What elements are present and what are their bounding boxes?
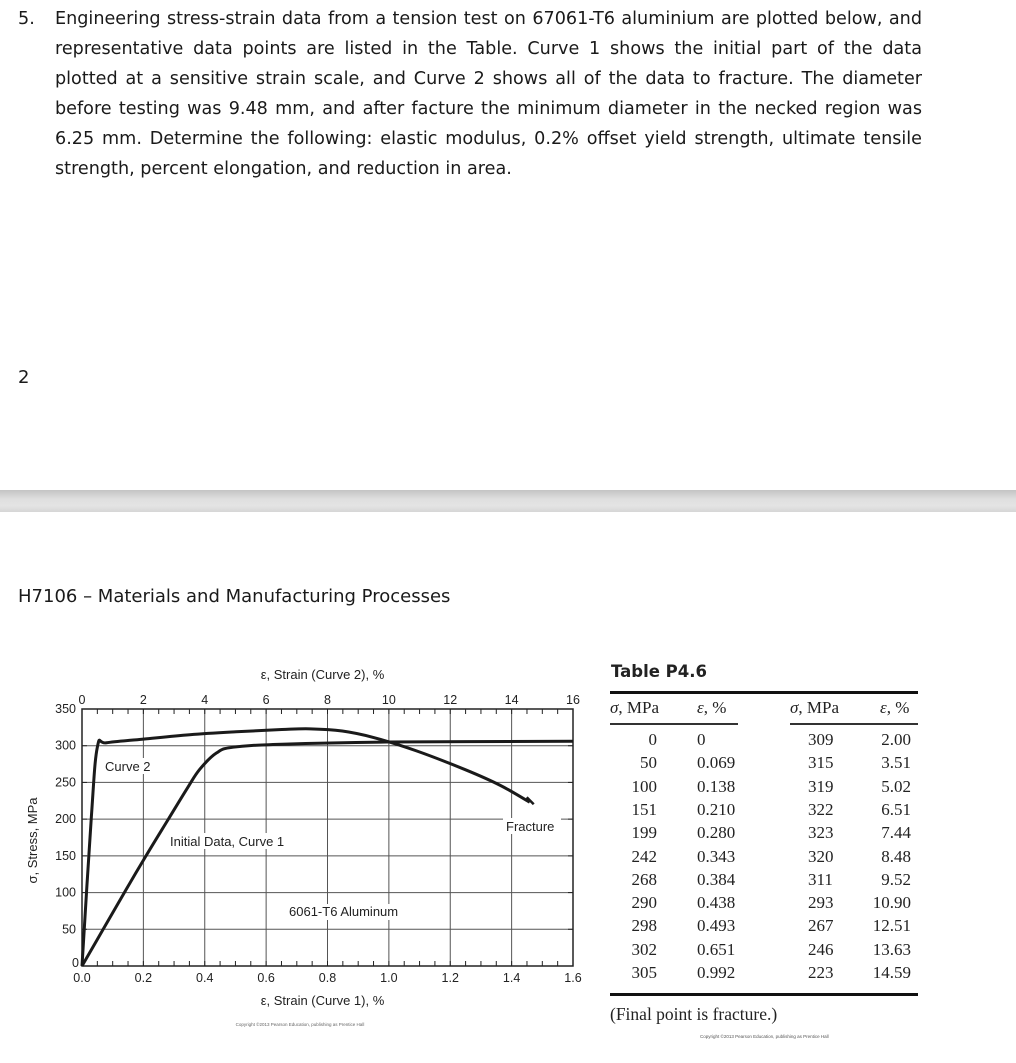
table-cell: 0.651: [697, 939, 736, 959]
y-tick-label: 100: [55, 885, 76, 900]
table-cell: 2.00: [881, 730, 911, 749]
x-top-tick-label: 10: [381, 693, 396, 707]
table-copyright: Copyright ©2013 Pearson Education, publishing as Prentice Hall: [700, 1034, 829, 1039]
table-cell: 309: [808, 730, 834, 749]
y-tick-label: 350: [55, 702, 76, 716]
table-cell: 3.51: [881, 753, 911, 773]
x-bottom-tick-label: 1.6: [564, 971, 582, 985]
header-unit: , %: [703, 698, 727, 717]
x-bottom-tick-label: 0.0: [73, 971, 91, 985]
table-cell: 223: [808, 963, 834, 982]
table-cell: 320: [808, 846, 834, 866]
table-cell: 0: [648, 730, 657, 749]
y-tick-label: 250: [55, 775, 76, 790]
x-bottom-axis-title: ε, Strain (Curve 1), %: [260, 993, 385, 1008]
x-bottom-tick-label: 0.4: [196, 971, 214, 985]
table-cell: 0.384: [697, 869, 736, 889]
page-number: 2: [18, 367, 30, 388]
question-number: 5.: [18, 9, 35, 29]
table-cell: 267: [808, 916, 834, 936]
header-unit: , %: [886, 698, 910, 717]
table-cell: 12.51: [872, 916, 911, 936]
material-label: 6061-T6 Aluminum: [289, 904, 399, 919]
table-cell: 151: [631, 799, 657, 819]
table-cell: 199: [631, 823, 657, 843]
table-cell: 0.138: [697, 776, 736, 796]
table-cell: 319: [808, 776, 834, 796]
table-cell: 315: [808, 753, 834, 773]
column-header: [610, 698, 659, 718]
x-bottom-tick-label: 0.8: [318, 971, 337, 985]
table-cell: 0.069: [697, 753, 736, 773]
header-symbol: σ: [610, 698, 619, 717]
table-cell: 8.48: [881, 846, 911, 866]
table-cell: 6.51: [881, 799, 911, 819]
table-cell: 0.210: [697, 799, 736, 819]
x-top-tick-label: 2: [139, 693, 147, 707]
table-cell: 10.90: [872, 893, 911, 913]
table-cell: 7.44: [881, 823, 911, 843]
y-axis-title: σ, Stress, MPa: [25, 797, 40, 884]
x-bottom-tick-label: 1.0: [380, 971, 398, 985]
y-tick-label: 300: [55, 738, 76, 753]
header-symbol: ε: [697, 698, 704, 717]
y-tick-label: 150: [55, 848, 76, 863]
table-title: Table P4.6: [611, 662, 707, 681]
table-cell: 0.438: [697, 893, 736, 913]
question: [18, 4, 922, 184]
table-footnote: (Final point is fracture.): [610, 1004, 778, 1024]
table-cell: 290: [631, 893, 657, 913]
table-cell: 293: [808, 893, 834, 913]
header-unit: , MPa: [618, 698, 660, 717]
y-tick-label: 0: [72, 956, 79, 970]
x-bottom-tick-label: 0.6: [257, 971, 275, 985]
question-text: Engineering stress-strain data from a tension test on 67061-T6 aluminium are plotted below, and representative data points are listed in the Table. Curve 1 shows the initial part of the data plotted at a sensitive strain scale, and Curve 2 shows all of the data to fracture. The diameter before testing was 9.48 mm, and after facture the minimum diameter in the necked region was 6.25 mm. Determine the following: elastic modulus, 0.2% offset yield strength, ultimate tensile strength, percent elongation, and reduction in area.: [55, 9, 922, 179]
table-cell: 0.343: [697, 846, 736, 866]
header-unit: , MPa: [798, 698, 840, 717]
table-cell: 242: [631, 846, 657, 866]
y-tick-label: 50: [62, 922, 76, 937]
table-cell: 5.02: [881, 776, 911, 796]
table-top-rule: [610, 691, 918, 694]
column-header: [880, 698, 909, 718]
table-cell: 100: [631, 776, 657, 796]
table-cell: 268: [631, 869, 657, 889]
table-cell: 305: [631, 963, 657, 982]
table-cell: 322: [808, 799, 834, 819]
table-cell: 246: [808, 939, 834, 959]
table-bottom-rule: [610, 993, 918, 996]
x-top-axis-title: ε, Strain (Curve 2), %: [260, 667, 385, 682]
header-underline: [790, 723, 918, 725]
table-cell: 302: [631, 939, 657, 959]
stress-strain-chart: [0, 650, 600, 1050]
table-cell: 311: [808, 869, 833, 889]
x-top-tick-label: 16: [566, 693, 580, 707]
column-header: [790, 698, 839, 718]
table-cell: 0.992: [697, 963, 736, 982]
y-tick-label: 200: [55, 812, 76, 827]
x-top-tick-label: 8: [324, 693, 331, 707]
x-top-tick-label: 0: [78, 693, 86, 707]
page-separator: [0, 490, 1016, 512]
table-cell: 13.63: [872, 939, 911, 959]
x-top-tick-label: 12: [443, 693, 458, 707]
header-symbol: σ: [790, 698, 799, 717]
x-bottom-tick-label: 1.2: [441, 971, 459, 985]
data-table: [610, 658, 918, 1039]
table-cell: 0.280: [697, 823, 736, 843]
x-top-tick-label: 4: [201, 693, 209, 707]
curve-1-label: Initial Data, Curve 1: [170, 834, 285, 849]
fracture-label: Fracture: [506, 819, 555, 834]
table-cell: 9.52: [881, 869, 911, 889]
x-bottom-tick-label: 0.2: [134, 971, 153, 985]
column-header: [697, 698, 726, 718]
curve-2-label: Curve 2: [105, 759, 151, 774]
table-cell: 323: [808, 823, 834, 843]
table-cell: 14.59: [872, 963, 911, 982]
x-top-tick-label: 14: [504, 693, 519, 707]
table-cell: 50: [640, 753, 657, 773]
header-underline: [610, 723, 738, 725]
header-symbol: ε: [880, 698, 887, 717]
chart-copyright: Copyright ©2013 Pearson Education, publishing as Prentice Hall: [235, 1022, 365, 1027]
x-top-tick-label: 6: [262, 693, 270, 707]
table-cell: 0.493: [697, 916, 736, 936]
page-header: H7106 – Materials and Manufacturing Processes: [18, 586, 451, 607]
x-bottom-tick-label: 1.4: [502, 971, 521, 985]
table-cell: 0: [697, 730, 706, 749]
table-cell: 298: [631, 916, 657, 936]
